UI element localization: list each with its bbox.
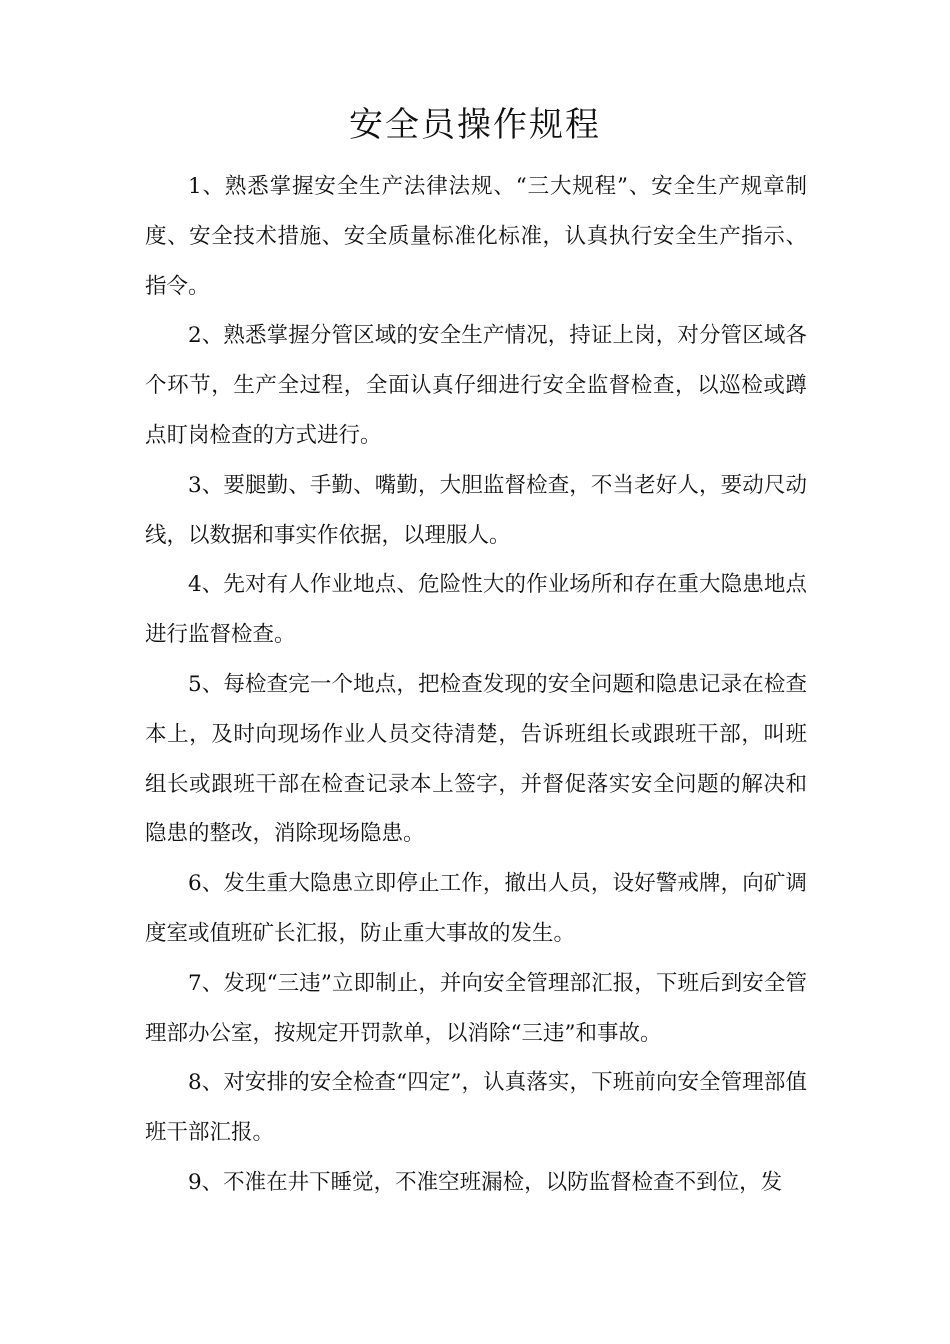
paragraph-7: 7、发现“三违”立即制止，并向安全管理部汇报，下班后到安全管理部办公室，按规定开罚款单，以消除“三违”和事故。 bbox=[145, 970, 807, 1046]
document-body bbox=[145, 162, 807, 1208]
paragraph-3: 3、要腿勤、手勤、嘴勤，大胆监督检查，不当老好人，要动尺动线，以数据和事实作依据，以理服人。 bbox=[145, 472, 807, 548]
paragraph-9: 9、不准在井下睡觉，不准空班漏检，以防监督检查不到位，发 bbox=[188, 1169, 783, 1195]
paragraph-6: 6、发生重大隐患立即停止工作，撤出人员，设好警戒牌，向矿调度室或值班矿长汇报，防止重大事故的发生。 bbox=[145, 871, 807, 946]
document-title: 安全员操作规程 bbox=[349, 105, 601, 145]
paragraph-4: 4、先对有人作业地点、危险性大的作业场所和存在重大隐患地点进行监督检查。 bbox=[145, 572, 807, 648]
paragraph-1: 1、熟悉掌握安全生产法律法规、“三大规程”、安全生产规章制度、安全技术措施、安全质量标准化标准，认真执行安全生产指示、指令。 bbox=[145, 174, 807, 299]
paragraph-5: 5、每检查完一个地点，把检查发现的安全问题和隐患记录在检查本上，及时向现场作业人员交待清楚，告诉班组长或跟班干部，叫班组长或跟班干部在检查记录本上签字，并督促落实安全问题的解决和隐患的整改，消除现场隐患。 bbox=[145, 671, 807, 847]
paragraph-8: 8、对安排的安全检查“四定”，认真落实，下班前向安全管理部值班干部汇报。 bbox=[145, 1070, 807, 1146]
paragraph-2: 2、熟悉掌握分管区域的安全生产情况，持证上岗，对分管区域各个环节，生产全过程，全面认真仔细进行安全监督检查，以巡检或蹲点盯岗检查的方式进行。 bbox=[145, 323, 807, 448]
